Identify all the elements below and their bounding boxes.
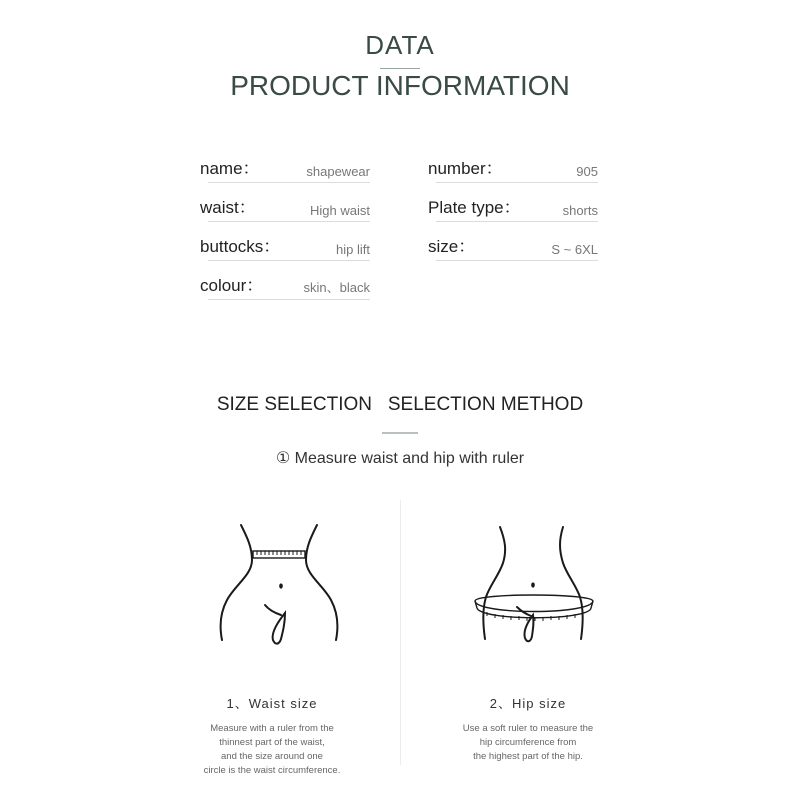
info-label: buttocks： <box>200 237 281 256</box>
waist-size-description <box>122 722 422 778</box>
measuring-tape-icon <box>253 551 305 558</box>
measure-instruction: ① Measure waist and hip with ruler <box>275 450 525 467</box>
description-line: hip circumference from <box>479 737 577 748</box>
info-row-name <box>200 158 370 183</box>
info-row-waist <box>200 197 370 222</box>
hip-size-description <box>378 722 678 764</box>
info-label: number： <box>428 159 503 178</box>
description-line: Measure with a ruler from the <box>210 723 334 734</box>
info-value: S ~ 6XL <box>551 242 598 257</box>
description-line: circle is the waist circumference. <box>203 765 341 776</box>
data-heading: DATA <box>365 30 435 60</box>
info-value: skin、black <box>303 280 370 295</box>
info-label: colour： <box>200 276 264 295</box>
selection-divider <box>382 432 418 434</box>
info-value: shorts <box>562 203 598 218</box>
info-row-size <box>428 236 598 261</box>
hip-size-title: 2、Hip size <box>489 696 567 711</box>
info-value: High waist <box>310 203 370 218</box>
measuring-tape-icon <box>475 595 593 621</box>
info-value: 905 <box>576 164 598 179</box>
waist-size-title: 1、Waist size <box>226 696 318 711</box>
info-row-number <box>428 158 598 183</box>
info-row-plate-type <box>428 197 598 222</box>
info-label: size： <box>428 237 476 256</box>
description-line: and the size around one <box>221 751 323 762</box>
info-row-buttocks <box>200 236 370 261</box>
description-line: the highest part of the hip. <box>473 751 583 762</box>
heading-divider <box>380 68 420 69</box>
product-information-heading: PRODUCT INFORMATION <box>230 70 570 101</box>
info-row-colour <box>200 275 370 300</box>
info-label: waist： <box>200 198 256 217</box>
info-value: shapewear <box>306 164 370 179</box>
description-line: Use a soft ruler to measure the <box>462 723 594 734</box>
waist-measurement-illustration <box>205 515 365 680</box>
info-value: hip lift <box>336 242 370 257</box>
info-label: name： <box>200 159 260 178</box>
description-line: thinnest part of the waist, <box>219 737 325 748</box>
hip-measurement-illustration <box>455 515 615 680</box>
size-selection-heading: SIZE SELECTION SELECTION METHOD <box>216 394 584 415</box>
info-label: Plate type： <box>428 198 521 217</box>
